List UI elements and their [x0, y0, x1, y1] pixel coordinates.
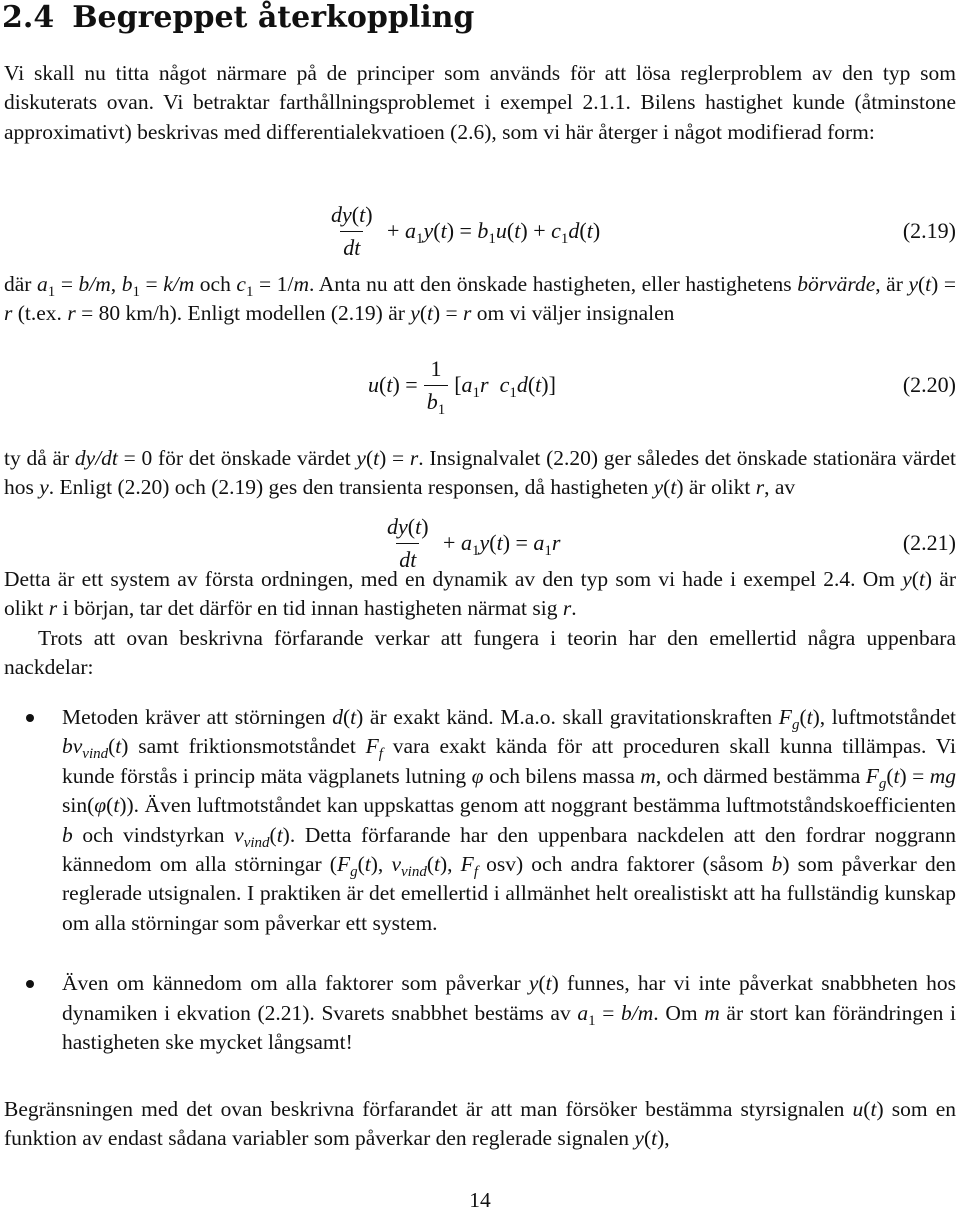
page-number: 14 [469, 1188, 491, 1212]
section-number: 2.4 [2, 0, 55, 35]
equation-number: (2.19) [902, 218, 956, 243]
equation-number: (2.21) [902, 530, 956, 555]
equation-number: (2.20) [902, 372, 956, 397]
drawbacks-list [0, 703, 960, 1057]
list-item: Metoden kräver att störningen d(t) är exakt känd. M.a.o. skall gravitationskraften $F_g(t)$, luftmotståndet $bv_{vind}(t)$ samt friktionsmotståndet $F_f$ vara exakt kända för att proceduren skall kunna tillämpas. Vi kunde förstås i princip mäta vägplanets lutning φ och bilens massa m, och därmed bestämma $F_g(t)$ = mg sin(φ(t)). Även luftmotståndet kan uppskattas genom att noggrant bestämma luftmotståndskoefficienten b och vindstyrkan $v_{vind}(t)$. Detta förfarande har den uppenbara nackdelen att den fordrar noggrann kännedom om alla störningar ($F_g(t)$, $v_{vind}(t)$, $F_f$ osv) och andra faktorer (såsom b) som påverkar den reglerade utsignalen. I praktiken är det emellertid i allmänhet helt orealistiskt att ha fullständig kunskap om alla störningar som påverkar ett system. [0, 703, 960, 938]
paragraph-first-order: Detta är ett system av första ordningen, med en dynamik av den typ som vi hade i exempel 2.4. Om y(t) är olikt r i början, tar det därför en tid innan hastigheten närmat sig r. [4, 567, 957, 621]
section-title: Begreppet återkoppling [72, 0, 475, 35]
equation-2-20: u(t) = $\frac{1}{b_1}$ [$a_1r$ $c_1d(t)$] (2.20) [0, 350, 960, 420]
list-item: Även om kännedom om alla faktorer som påverkar y(t) funnes, har vi inte påverkat snabbheten hos dynamiken i ekvation (2.21). Svarets snabbhet bestäms av $a_1 = b/m$. Om m är stort kan förändringen i hastigheten ske mycket långsamt! [0, 969, 960, 1057]
paragraph-transient: ty då är dy/dt = 0 för det önskade värdet y(t) = r. Insignalvalet (2.20) ger således det önskade stationära värdet hos y. Enligt (2.20) och (2.19) ges den transienta responsen, då hastigheten y(t) är olikt r, av [4, 446, 956, 500]
paragraph-setpoint: där $a_1 = b/m$, $b_1 = k/m$ och $c_1 = 1/m$. Anta nu att den önskade hastigheten, eller hastighetens börvärde, är y(t) = r (t.ex. r = 80 km/h). Enligt modellen (2.19) är y(t) = r om vi väljer insignalen [4, 272, 956, 326]
paragraph-limitation: Begränsningen med det ovan beskrivna förfarandet är att man försöker bestämma styrsignalen u(t) som en funktion av endast sådana variabler som påverkar den reglerade signalen y(t), [4, 1097, 956, 1151]
section-heading [2, 0, 474, 35]
equation-2-19: $\frac{dy(t)}{dt}$ + $a_1y(t) = b_1u(t) + c_1d(t)$ (2.19) [0, 196, 960, 266]
intro-paragraph: Vi skall nu titta något närmare på de principer som används för att lösa reglerproblem av den typ som diskuterats ovan. Vi betraktar farthållningsproblemet i exempel 2.1.1. Bilens hastighet kunde (åtminstone approximativt) beskrivas med differentialekvatioen (2.6), som vi här återger i något modifierad form: [4, 61, 956, 144]
equation-2-21: $\frac{dy(t)}{dt}$ + $a_1y(t) = a_1r$ (2.21) [0, 508, 960, 578]
paragraph-drawbacks: Trots att ovan beskrivna förfarande verkar att fungera i teorin har den emellertid några uppenbara nackdelar: [4, 626, 956, 680]
bullet-icon [26, 714, 34, 722]
bullet-icon [26, 980, 34, 988]
borvarde-term: börvärde [797, 272, 876, 296]
